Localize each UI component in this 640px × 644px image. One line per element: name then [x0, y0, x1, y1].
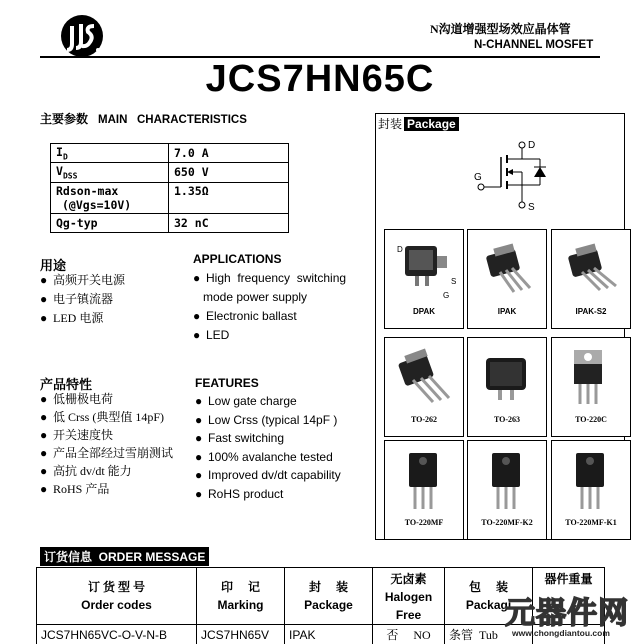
list-item: ● Improved dv/dt capability	[195, 468, 341, 482]
cell-marking: JCS7HN65V	[197, 625, 285, 644]
param-name: $V_{DSS}$	[51, 163, 169, 182]
list-item: mode power supply	[203, 290, 308, 304]
param-name	[51, 182, 169, 213]
list-item: ● Low gate charge	[195, 394, 297, 408]
mosfet-symbol-icon	[470, 135, 560, 215]
package-ipak-s2	[551, 229, 631, 329]
features-heading: FEATURES	[195, 376, 259, 390]
properties-heading: 产品特性	[40, 377, 93, 392]
applications-list	[193, 269, 346, 345]
main-title-en: MAIN CHARACTERISTICS	[98, 114, 247, 126]
package-label: IPAK	[497, 307, 517, 316]
param-value: 1.35Ω	[169, 182, 289, 213]
col-weight: 器件重量	[533, 568, 605, 625]
ipak-package-icon	[474, 240, 542, 300]
param-value: 650 V	[169, 163, 289, 182]
param-row-id	[51, 144, 289, 163]
param-name-line2: (@Vgs=10V)	[62, 197, 132, 212]
watermark-text: 元器件网	[505, 597, 629, 630]
package-label: DPAK	[412, 307, 436, 316]
dpak-pin-d: D	[397, 245, 403, 254]
param-name-line1: Rdson-max	[56, 183, 119, 198]
list-item: ● LED	[193, 328, 230, 342]
list-item: ● Electronic ballast	[193, 309, 297, 323]
properties-list	[40, 390, 173, 498]
list-item: ● RoHS product	[195, 486, 284, 501]
cell-packing: 条管 Tub	[445, 625, 533, 644]
package-ipak	[467, 229, 547, 329]
cell-package: IPAK	[285, 625, 373, 644]
main-characteristics-heading	[40, 110, 247, 127]
to-220mf-package-icon	[391, 451, 459, 511]
list-item: ● 高抗 dv/dt 能力	[40, 464, 132, 478]
package-to-220mf-k2	[467, 440, 547, 540]
list-item: ● LED 电源	[40, 311, 104, 325]
ipak-s2-package-icon	[558, 240, 626, 300]
param-value: 32 nC	[169, 213, 289, 232]
to-220mf-k1-package-icon	[558, 451, 626, 511]
list-item: ● Low Crss (typical 14pF )	[195, 412, 338, 427]
part-number-title: JCS7HN65C	[205, 58, 435, 100]
main-parameters-table	[50, 143, 289, 233]
order-message-heading: 订货信息 ORDER MESSAGE	[40, 547, 209, 566]
dpak-pin-g: G	[443, 291, 450, 300]
uses-heading: 用途	[40, 258, 67, 273]
package-to-263	[467, 337, 547, 437]
package-label: TO-220MF	[404, 518, 444, 527]
applications-heading: APPLICATIONS	[193, 252, 282, 266]
company-logo	[60, 14, 104, 58]
param-row-qg	[51, 213, 289, 232]
package-title-cn: 封装	[378, 117, 403, 131]
drain-label: D	[528, 140, 536, 151]
list-item: ● 电子镇流器	[40, 292, 114, 306]
list-item: ● 低栅极电荷	[40, 392, 114, 406]
package-label: TO-262	[410, 415, 438, 424]
package-label: TO-220MF-K2	[481, 518, 533, 527]
package-to-220c	[551, 337, 631, 437]
to-263-package-icon	[474, 348, 542, 408]
doc-type-cn: N沟道增强型场效应晶体管	[430, 22, 571, 36]
param-name: $I_D$	[51, 144, 169, 163]
cell-order-code: JCS7HN65VC-O-V-N-B	[37, 625, 197, 644]
list-item: ● 开关速度快	[40, 428, 114, 442]
package-label: TO-220MF-K1	[565, 518, 617, 527]
list-item: ● 低 Crss (典型值 14pF)	[40, 410, 165, 424]
watermark-url: www.chongdiantou.com	[512, 628, 610, 638]
to-262-package-icon	[391, 348, 459, 408]
param-row-vdss	[51, 163, 289, 182]
list-item: ● RoHS 产品	[40, 482, 110, 496]
to-220c-package-icon	[558, 348, 626, 408]
param-row-rdson	[51, 182, 289, 213]
list-item: ● 产品全部经过雪崩测试	[40, 446, 174, 460]
to-220mf-k2-package-icon	[474, 451, 542, 511]
list-item: ● Fast switching	[195, 431, 285, 445]
col-marking: 印 记 Marking	[197, 568, 285, 625]
param-value: 7.0 A	[169, 144, 289, 163]
main-title-cn: 主要参数	[40, 112, 89, 126]
package-label: TO-263	[493, 415, 521, 424]
package-to-220mf	[384, 440, 464, 540]
features-list	[195, 392, 341, 503]
package-heading	[378, 115, 459, 132]
gate-label: G	[474, 172, 482, 183]
package-to-220mf-k1	[551, 440, 631, 540]
list-item: ● 高频开关电源	[40, 273, 126, 287]
dpak-pin-s: S	[451, 277, 457, 286]
cell-halogen-free: 否 NO	[373, 625, 445, 644]
param-name: Qg-typ	[51, 213, 169, 232]
package-title-en: Package	[404, 117, 459, 131]
source-label: S	[528, 202, 535, 213]
col-packing: 包 装 Packagi	[445, 568, 533, 625]
package-to-262	[384, 337, 464, 437]
col-order-codes: 订 货 型 号 Order codes	[37, 568, 197, 625]
list-item: ● 100% avalanche tested	[195, 449, 333, 464]
package-label: TO-220C	[575, 415, 607, 424]
package-dpak	[384, 229, 464, 329]
dpak-package-icon	[391, 240, 459, 300]
doc-type-en: N-CHANNEL MOSFET	[474, 39, 594, 51]
list-item: ● High frequency switching	[193, 271, 347, 285]
col-halogen-free: 无卤素 Halogen Free	[373, 568, 445, 625]
package-label: IPAK-S2	[575, 307, 607, 316]
col-package: 封 装 Package	[285, 568, 373, 625]
uses-list	[40, 271, 125, 328]
